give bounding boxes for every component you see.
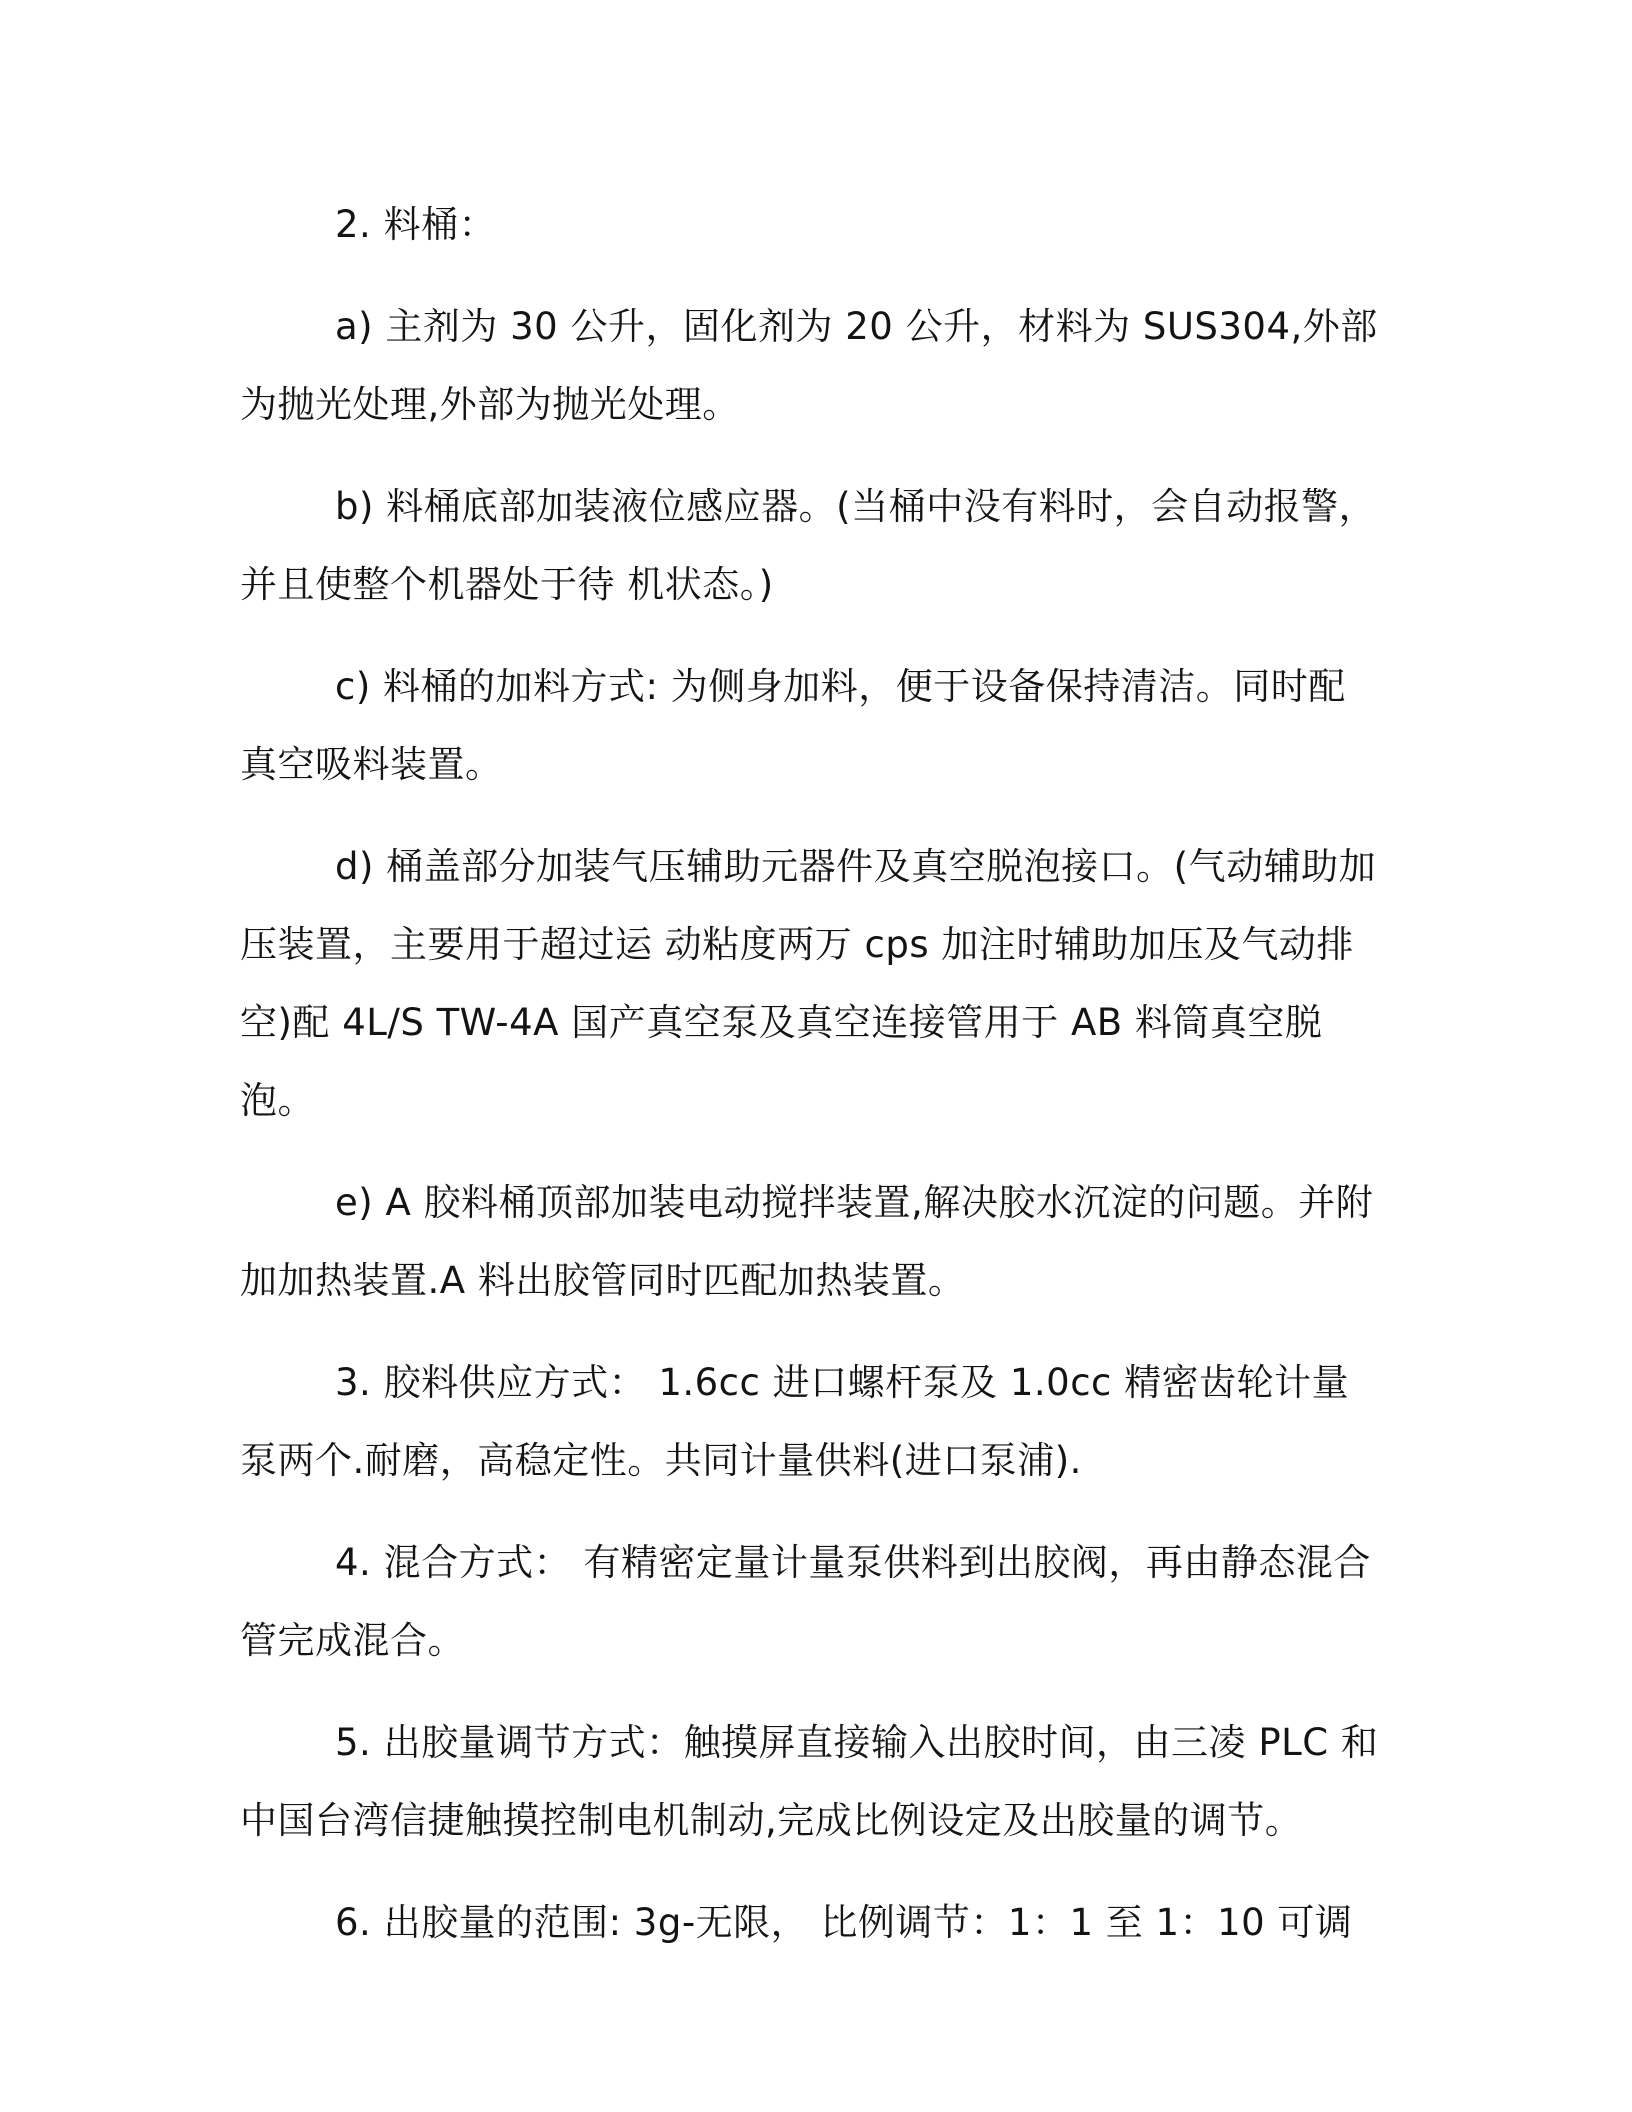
section-5-paragraph: 5. 出胶量调节方式：触摸屏直接输入出胶时间，由三凌 PLC 和中国台湾信捷触摸控制电机制动,完成比例设定及出胶量的调节。 [240,1721,1379,1842]
section-6-paragraph: 6. 出胶量的范围: 3g-无限， 比例调节：1：1 至 1：10 可调 [335,1901,1353,1944]
document-body [240,186,1380,1986]
item-e-paragraph: e) A 胶料桶顶部加装电动搅拌装置,解决胶水沉淀的问题。并附加加热装置.A 料出胶管同时匹配加热装置。 [240,1181,1374,1302]
item-a-paragraph: a) 主剂为 30 公升，固化剂为 20 公升，材料为 SUS304,外部为抛光处理,外部为抛光处理。 [240,305,1378,426]
item-d-paragraph: d) 桶盖部分加装气压辅助元器件及真空脱泡接口。(气动辅助加压装置，主要用于超过运 动粘度两万 cps 加注时辅助加压及气动排空)配 4L/S TW-4A 国产真空泵及真空连接管用于 AB 料筒真空脱泡。 [240,845,1377,1122]
section-3-paragraph: 3. 胶料供应方式： 1.6cc 进口螺杆泵及 1.0cc 精密齿轮计量泵两个.耐磨，高稳定性。共同计量供料(进口泵浦). [240,1361,1350,1482]
item-b-paragraph: b) 料桶底部加装液位感应器。(当桶中没有料时，会自动报警，并且使整个机器处于待 机状态。) [240,485,1377,606]
section-4-paragraph: 4. 混合方式： 有精密定量计量泵供料到出胶阀，再由静态混合管完成混合。 [240,1541,1371,1662]
item-c-paragraph: c) 料桶的加料方式: 为侧身加料，便于设备保持清洁。同时配真空吸料装置。 [240,665,1346,786]
section-2-heading: 2. 料桶： [335,203,497,246]
